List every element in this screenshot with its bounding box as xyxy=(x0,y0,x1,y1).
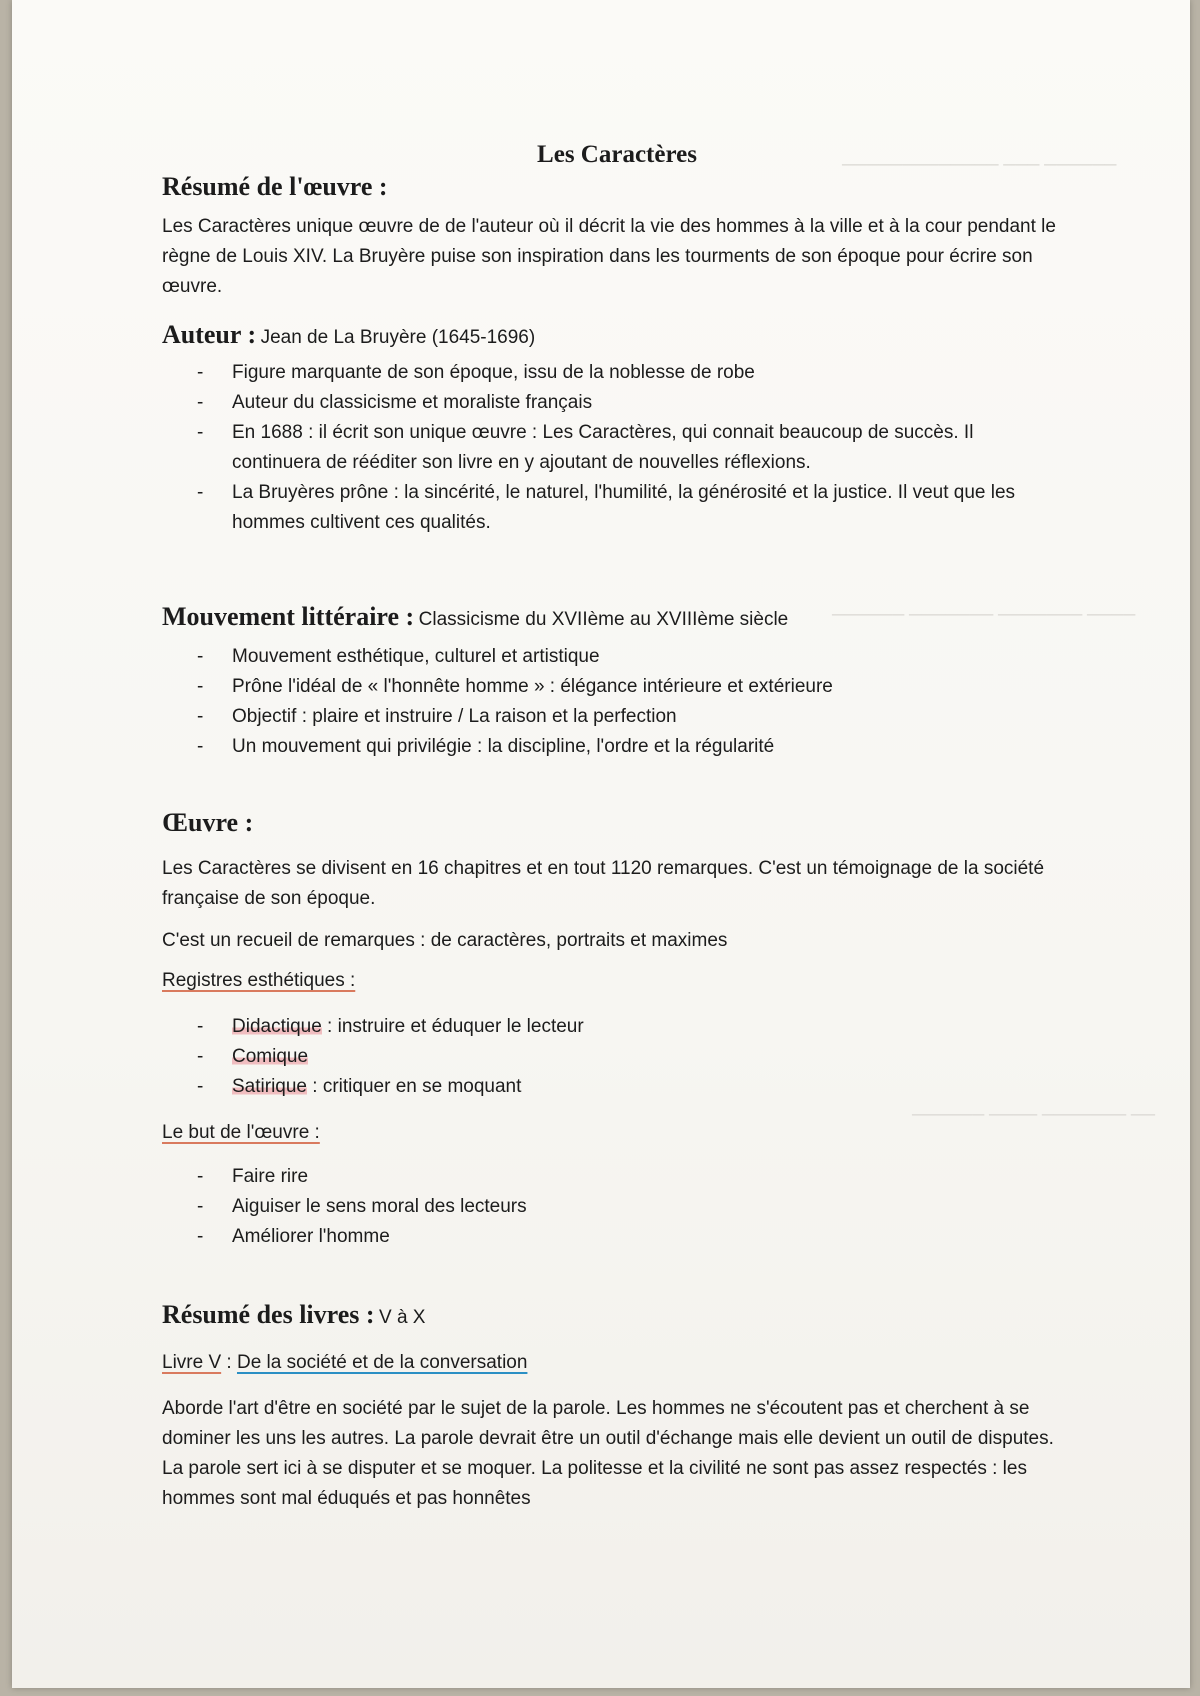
dash-bullet: - xyxy=(197,422,204,443)
bleed-through-text: ────── ─────── ─────── ──── xyxy=(832,605,1136,624)
dash-bullet: - xyxy=(197,482,204,503)
list-item: - Aiguiser le sens moral des lecteurs xyxy=(162,1192,1062,1222)
livre-title: De la société et de la conversation xyxy=(236,1352,528,1373)
dash-bullet: - xyxy=(197,706,204,727)
auteur-name: Jean de La Bruyère (1645-1696) xyxy=(260,327,536,348)
list-item: - Prône l'idéal de « l'honnête homme » : élégance intérieure et extérieure xyxy=(162,672,1062,702)
document-title: Les Caractères xyxy=(537,141,697,168)
list-item: - Didactique : instruire et éduquer le lecteur xyxy=(162,1012,1062,1042)
but-label: Le but de l'œuvre : xyxy=(162,1122,320,1143)
list-item: - La Bruyères prône : la sincérité, le naturel, l'humilité, la générosité et la justice. Il veut que les hommes cultivent ces qualités. xyxy=(162,478,1062,538)
livres-sub: V à X xyxy=(379,1307,426,1328)
list-item: - Objectif : plaire et instruire / La raison et la perfection xyxy=(162,702,1062,732)
list-item: - Auteur du classicisme et moraliste français xyxy=(162,388,1062,418)
highlighted-term: Didactique xyxy=(232,1016,322,1037)
auteur-list xyxy=(162,358,1062,538)
highlighted-term: Comique xyxy=(232,1046,309,1067)
list-item: - Un mouvement qui privilégie : la discipline, l'ordre et la régularité xyxy=(162,732,1062,762)
dash-bullet: - xyxy=(197,362,204,383)
resume-section xyxy=(162,172,1062,302)
bleed-through-text: ───────────── ─── ────── xyxy=(842,155,1117,174)
registres-label: Registres esthétiques : xyxy=(162,970,356,991)
livre-summary: Aborde l'art d'être en société par le sujet de la parole. Les hommes ne s'écoutent pas et cherchent à se dominer les uns les autres. La parole devrait être un outil d'échange mais elle devient un outil de disputes. La parole sert ici à se disputer et se moquer. La politesse et la civilité ne sont pas assez respectés : les hommes sont mal éduqués et pas honnêtes xyxy=(162,1398,1054,1509)
mouvement-section xyxy=(162,602,1062,762)
auteur-section xyxy=(162,320,1062,538)
livres-heading: Résumé des livres : xyxy=(162,1300,375,1329)
livre-label: Livre V xyxy=(162,1352,222,1373)
paper-sheet xyxy=(12,0,1190,1688)
dash-bullet: - xyxy=(197,1076,204,1097)
list-item: - Figure marquante de son époque, issu de la noblesse de robe xyxy=(162,358,1062,388)
list-item: - Faire rire xyxy=(162,1162,1062,1192)
mouvement-heading-line xyxy=(162,602,1062,632)
dash-bullet: - xyxy=(197,1226,204,1247)
dash-bullet: - xyxy=(197,676,204,697)
dash-bullet: - xyxy=(197,1166,204,1187)
list-item: - Mouvement esthétique, culturel et artistique xyxy=(162,642,1062,672)
mouvement-sub: Classicisme du XVIIème au XVIIIème siècle xyxy=(418,609,789,630)
list-item: - En 1688 : il écrit son unique œuvre : Les Caractères, qui connait beaucoup de succès. Il continuera de rééditer son livre en y ajoutant de nouvelles réflexions. xyxy=(162,418,1062,478)
livres-heading-line xyxy=(162,1300,1062,1330)
dash-bullet: - xyxy=(197,1046,204,1067)
registres-list xyxy=(162,1012,1062,1102)
oeuvre-section xyxy=(162,808,1062,1252)
resume-heading: Résumé de l'œuvre : xyxy=(162,172,388,201)
but-list xyxy=(162,1162,1062,1252)
dash-bullet: - xyxy=(197,736,204,757)
livre-title-line: Livre V : De la société et de la conversation xyxy=(162,1352,528,1373)
mouvement-heading: Mouvement littéraire : xyxy=(162,602,415,631)
auteur-heading-line xyxy=(162,320,1062,350)
dash-bullet: - xyxy=(197,1196,204,1217)
oeuvre-paragraph: C'est un recueil de remarques : de caractères, portraits et maximes xyxy=(162,930,728,951)
list-item: - Améliorer l'homme xyxy=(162,1222,1062,1252)
resume-text: Les Caractères unique œuvre de de l'auteur où il décrit la vie des hommes à la ville et à la cour pendant le règne de Louis XIV. La Bruyère puise son inspiration dans les tourments de son époque pour écrire son œuvre. xyxy=(162,216,1056,297)
oeuvre-paragraph: Les Caractères se divisent en 16 chapitres et en tout 1120 remarques. C'est un témoignage de la société française de son époque. xyxy=(162,858,1045,909)
livres-section xyxy=(162,1300,1062,1514)
oeuvre-heading: Œuvre : xyxy=(162,808,254,837)
mouvement-list xyxy=(162,642,1062,762)
list-item xyxy=(162,1042,1062,1072)
list-item: - Satirique : critiquer en se moquant xyxy=(162,1072,1062,1102)
dash-bullet: - xyxy=(197,646,204,667)
bleed-through-text: ────── ──── ─────── ── xyxy=(912,1105,1156,1124)
dash-bullet: - xyxy=(197,392,204,413)
highlighted-term: Satirique xyxy=(232,1076,307,1097)
dash-bullet: - xyxy=(197,1016,204,1037)
auteur-heading: Auteur : xyxy=(162,320,257,349)
